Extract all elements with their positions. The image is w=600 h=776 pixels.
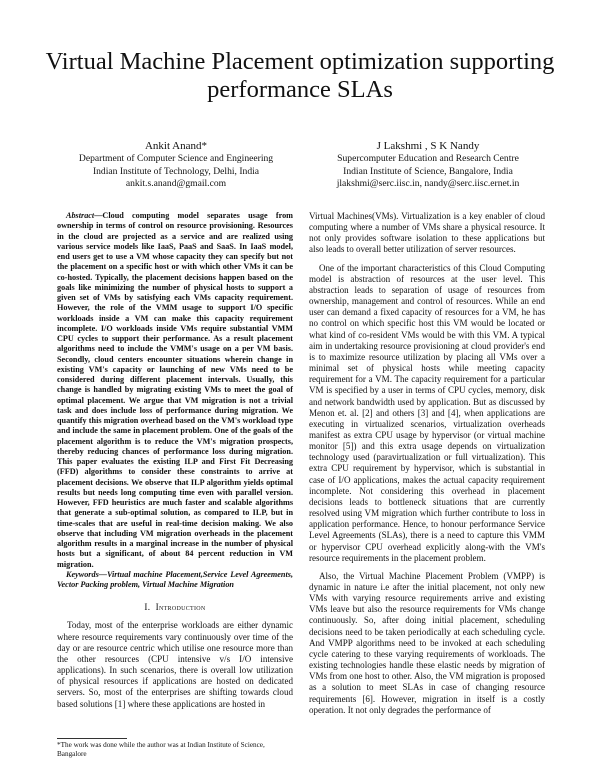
abstract-label: Abstract <box>66 211 95 220</box>
body-paragraph: Also, the Virtual Machine Placement Problem (VMPP) is dynamic in nature i.e after the initial placement, not only new VMs with varying resource requirements arrive and existing VMs leave but also the resource requirements for VMs change continuously. So, after doing initial placement, scheduling decisions need to be taken periodically at each scheduling cycle. And VMPP algorithms need to be invoked at each scheduling cycle catering to these varying requirements of workloads. The existing technologies handle these elastic needs by migration of VMs from one host to other. Also, the VM migration is proposed as a solution to meet SLAs in case of changing resource requirements [6]. However, migration in itself is a costly operation. It not only degrades the performance of <box>309 570 545 715</box>
right-column <box>309 211 545 716</box>
section-title: Introduction <box>155 602 206 613</box>
author-email: jlakshmi@serc.iisc.in, nandy@serc.iisc.ernet.in <box>336 178 520 190</box>
paper-title: Virtual Machine Placement optimization supporting performance SLAs <box>45 48 555 103</box>
author-block-1 <box>46 140 306 191</box>
abstract-text: —Cloud computing model separates usage from ownership in terms of control on resource provisioning. Resources in the cloud are projected as a service and are realized using various service models like IaaS, PaaS and SaaS. In IaaS model, end users get to use a VM whose capacity they can specify but not the placement on a specific host or with which other VMs it can be co-hosted. Typically, the placement decisions happen based on the goals like minimizing the number of physical hosts to support a given set of VMs by satisfying each VMs capacity requirement. However, the role of the VMM usage to support I/O specific workloads inside a VM can make this capacity requirement incomplete. I/O workloads inside VMs require substantial VMM CPU cycles to support their performance. As a result placement algorithms need to include the VMM's usage on a per VM basis. Secondly, cloud centers encounter situations wherein change in existing VM's capacity or launching of new VMs need to be considered during different placement intervals. Usually, this change is handled by migrating existing VMs to meet the goal of optimal placement. We argue that VM migration is not a trivial task and does include loss of performance during migration. We quantify this migration overhead based on the VM's workload type and include the same in placement problem. One of the goals of the placement algorithm is to reduce the VM's migration prospects, thereby reducing chances of performance loss during migration. This paper evaluates the existing ILP and First Fit Decreasing (FFD) algorithms to consider these constraints to arrive at placement decisions. We observe that ILP algorithm yields optimal results but needs long computing time even with parallel version. However, FFD heuristics are much faster and scalable algorithms that generate a sub-optimal solution, as compared to ILP, but in time-scales that are useful in real-time decision making. We also observe that including VM migration overheads in the placement algorithm results in a marginal increase in the number of physical hosts but a significant, of about 84 percent reduction in VM migration. <box>57 211 293 569</box>
author-affiliation: Department of Computer Science and Engineering <box>78 153 274 165</box>
author-name: J Lakshmi , S K Nandy <box>376 140 480 152</box>
author-institute: Indian Institute of Technology, Delhi, India <box>92 165 260 177</box>
body-paragraph: One of the important characteristics of this Cloud Computing model is abstraction of resources at the user level. This abstraction leads to separation of usage of resources from ownership, management and control of resources. While an end user can demand a fixed capacity of resources for a VM, he has no control on which specific host this VM would be located or what kind of co-resident VMs would be with this VM. A typical aim in undertaking resource provisioning at cloud provider's end is to maximize resource utilization by placing all VMs over a minimal set of physical hosts while meeting capacity requirement for a VM. The capacity requirement for a particular VM is specified by a user in terms of CPU cycles, memory, disk and network bandwidth used by application. But as discussed by Menon et. al. [2] and others [3] and [4], when applications are executing in virtualized scenarios, virtualization overheads manifest as extra CPU usage by hypervisor (or virtual machine monitor [5]) and this extra usage depends on virtualization technology used (paravirtualization or full virtualization). This extra CPU requirement by hypervisor, which is substantial in case of I/O applications, makes the actual capacity requirement incomplete. Not considering this overhead in placement decisions leads to bottleneck situations that are currently resolved using VM migration which further contribute to loss in application performance. Hence, to honour performance Service Level Agreements (SLAs), there is a need to capture this VMM or hypervisor CPU overhead explicitly along-with the VM's resource requirements in the placement problem. <box>309 262 545 563</box>
abstract <box>57 211 293 570</box>
author-institute: Indian Institute of Science, Bangalore, India <box>343 165 513 177</box>
intro-paragraph: Today, most of the enterprise workloads are either dynamic where resource requirements vary continuously over time of the day or are resource centric which utilise one resource more than the other resources (CPU intensive v/s I/O intensive applications). In such scenarios, there is overall low utilization of physical resources if applications are hosted on dedicated servers. So, most of the enterprises are shifting towards cloud based solutions [1] where these applications are hosted in <box>57 620 293 709</box>
section-heading <box>57 602 293 613</box>
author-email: ankit.s.anand@gmail.com <box>125 178 227 190</box>
left-column <box>57 211 293 710</box>
body-paragraph: Virtual Machines(VMs). Virtualization is a key enabler of cloud computing where a number of VMs share a physical resource. It not only provides software isolation to these applications but also leads to overall better utilization of server resources. <box>309 211 545 255</box>
author-affiliation: Supercomputer Education and Research Centre <box>337 153 519 165</box>
footnote-divider <box>57 738 127 739</box>
keywords: Keywords—Virtual machine Placement,Service Level Agreements, Vector Packing problem, Virtual Machine Migration <box>57 569 293 589</box>
footnote: *The work was done while the author was at Indian Institute of Science, Bangalore <box>57 741 265 758</box>
author-block-2 <box>298 140 558 191</box>
author-name: Ankit Anand* <box>144 140 208 152</box>
section-number: I. <box>144 602 151 613</box>
